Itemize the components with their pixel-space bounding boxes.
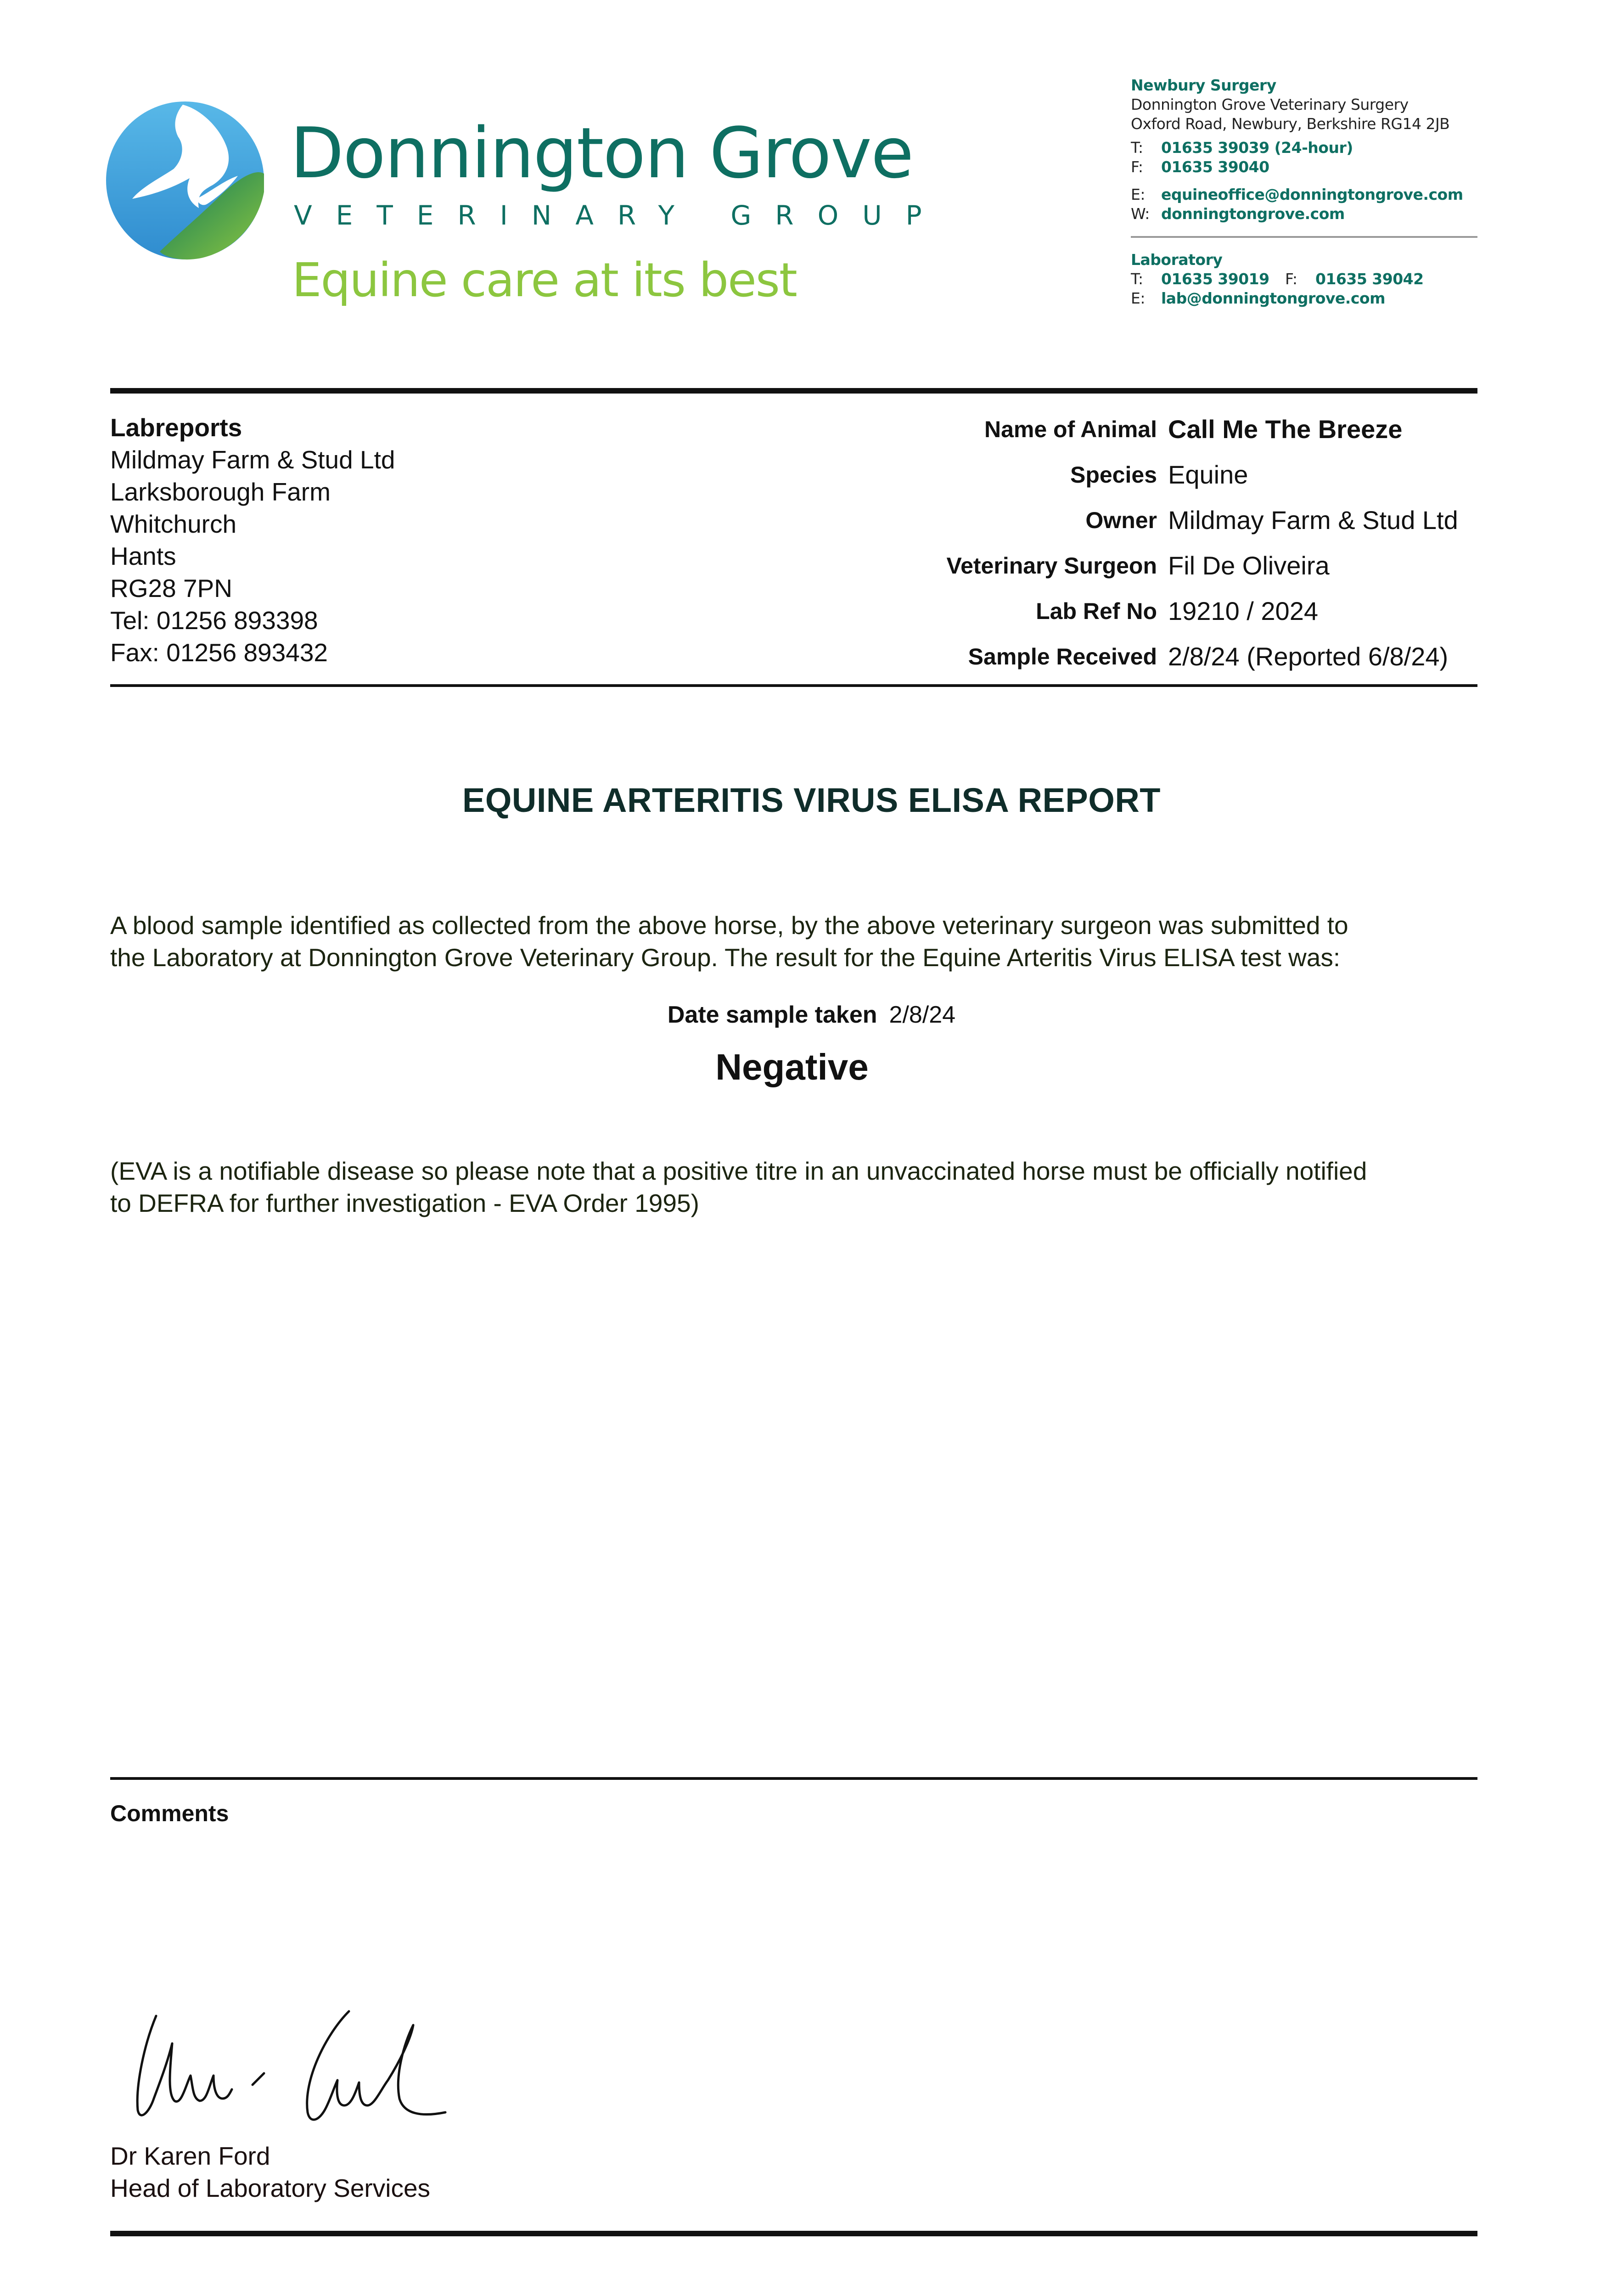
header-rule (110, 388, 1477, 394)
laboratory-email-link[interactable]: lab@donningtongrove.com (1161, 289, 1385, 307)
signatory-title: Head of Laboratory Services (110, 2174, 431, 2202)
surgery-web-label: W: (1131, 205, 1150, 223)
comments-heading: Comments (110, 1801, 229, 1826)
brand-group-label: VETERINARY GROUP (294, 200, 946, 231)
client-address-block (110, 411, 395, 669)
surgery-web-link[interactable]: donningtongrove.com (1161, 205, 1345, 223)
footer-rule (110, 2231, 1477, 2236)
signatory-block (110, 2140, 430, 2204)
eva-notice-line: (EVA is a notifiable disease so please note that a positive titre in an unvaccinated horse must be officially notified (110, 1157, 1367, 1185)
sample-received-value: 2/8/24 (Reported 6/8/24) (1168, 642, 1449, 671)
laboratory-tel-label: T: (1131, 270, 1143, 288)
detail-label: Lab Ref No (1036, 598, 1157, 624)
detail-row-owner (941, 504, 1474, 550)
surgery-address-line2: Oxford Road, Newbury, Berkshire RG14 2JB (1131, 115, 1450, 133)
veterinary-surgeon-value: Fil De Oliveira (1168, 551, 1330, 580)
detail-row-lab-ref (941, 595, 1474, 641)
laboratory-tel[interactable]: 01635 39019 (1161, 270, 1269, 288)
surgery-fax: 01635 39040 (1161, 158, 1269, 176)
date-sample-taken-value: 2/8/24 (889, 1002, 956, 1028)
detail-label: Veterinary Surgeon (946, 553, 1157, 579)
owner-value: Mildmay Farm & Stud Ltd (1168, 506, 1458, 535)
signature (124, 2007, 482, 2131)
lab-ref-value: 19210 / 2024 (1168, 597, 1318, 625)
report-intro-line: A blood sample identified as collected from the above horse, by the above veterinary surgeon was submitted to (110, 911, 1348, 940)
laboratory-fax-label: F: (1285, 270, 1297, 288)
test-result: Negative (715, 1047, 869, 1087)
eva-notice-line: to DEFRA for further investigation - EVA Order 1995) (110, 1189, 699, 1217)
date-sample-taken-label: Date sample taken (667, 1002, 877, 1028)
surgery-contact-block (1131, 76, 1463, 224)
detail-label: Owner (1085, 507, 1157, 533)
report-intro (110, 909, 1488, 974)
animal-name-value: Call Me The Breeze (1168, 415, 1403, 444)
laboratory-email-label: E: (1131, 289, 1145, 307)
client-address-line: Whitchurch (110, 510, 237, 538)
surgery-heading: Newbury Surgery (1131, 76, 1276, 94)
eva-notice (110, 1155, 1488, 1219)
surgery-email-link[interactable]: equineoffice@donningtongrove.com (1161, 186, 1463, 203)
laboratory-heading: Laboratory (1131, 251, 1223, 269)
laboratory-contact-block (1131, 250, 1424, 308)
surgery-fax-label: F: (1131, 158, 1143, 176)
report-intro-line: the Laboratory at Donnington Grove Veterinary Group. The result for the Equine Arteritis Virus ELISA test was: (110, 943, 1341, 972)
details-rule (110, 684, 1477, 687)
signatory-name: Dr Karen Ford (110, 2142, 270, 2170)
client-tel: Tel: 01256 893398 (110, 606, 318, 635)
comments-rule (110, 1777, 1477, 1780)
horse-logo-icon (105, 100, 265, 261)
client-name: Labreports (110, 413, 242, 442)
contact-divider (1131, 236, 1477, 238)
report-title: EQUINE ARTERITIS VIRUS ELISA REPORT (462, 781, 1161, 819)
detail-row-sample-received (941, 641, 1474, 686)
species-value: Equine (1168, 460, 1248, 489)
surgery-email-label: E: (1131, 186, 1145, 203)
laboratory-fax: 01635 39042 (1315, 270, 1424, 288)
surgery-address-line1: Donnington Grove Veterinary Surgery (1131, 96, 1409, 113)
detail-label: Sample Received (968, 644, 1157, 670)
client-address-line: Mildmay Farm & Stud Ltd (110, 445, 395, 474)
detail-row-veterinary-surgeon (941, 550, 1474, 595)
surgery-tel[interactable]: 01635 39039 (24-hour) (1161, 139, 1353, 157)
date-sample-taken (0, 1001, 1623, 1029)
brand-tagline: Equine care at its best (292, 253, 797, 308)
surgery-tel-label: T: (1131, 139, 1143, 157)
animal-details-block (941, 413, 1474, 689)
client-fax: Fax: 01256 893432 (110, 638, 328, 667)
brand-name: Donnington Grove (290, 113, 913, 194)
detail-row-species (941, 459, 1474, 504)
client-address-line: Hants (110, 542, 176, 570)
detail-row-animal-name (941, 413, 1474, 459)
logo-mark (105, 100, 265, 261)
handwritten-signature-icon (124, 2007, 482, 2131)
detail-label: Name of Animal (984, 416, 1157, 442)
detail-label: Species (1070, 462, 1157, 488)
client-address-line: Larksborough Farm (110, 478, 331, 506)
client-address-line: RG28 7PN (110, 574, 232, 602)
